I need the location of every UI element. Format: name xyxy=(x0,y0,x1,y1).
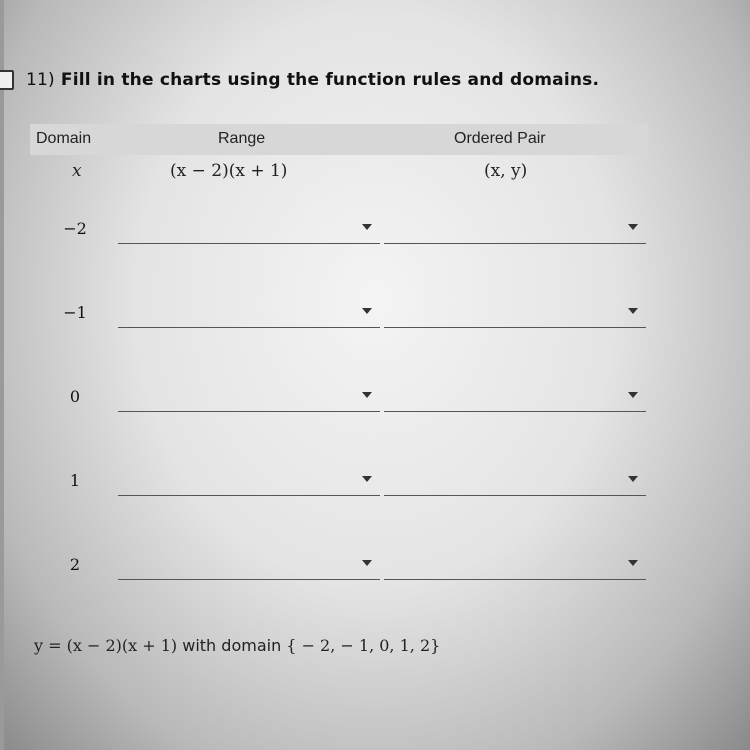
chevron-down-icon xyxy=(628,476,638,482)
ordered-pair-dropdown[interactable] xyxy=(384,469,646,496)
chevron-down-icon xyxy=(362,224,372,230)
header-range: Range xyxy=(218,130,266,147)
subheader-range-expression: (x − 2)(x + 1) xyxy=(170,161,288,181)
table-header xyxy=(30,124,648,155)
subheader-x: x xyxy=(72,161,82,181)
domain-value: −1 xyxy=(63,303,87,322)
chevron-down-icon xyxy=(362,560,372,566)
domain-value: 2 xyxy=(69,555,81,574)
function-table xyxy=(30,124,648,613)
question-number: 11) xyxy=(26,70,55,90)
checkbox-icon[interactable] xyxy=(0,70,14,90)
table-row xyxy=(30,277,648,361)
chevron-down-icon xyxy=(628,560,638,566)
range-dropdown[interactable] xyxy=(118,385,380,412)
table-row xyxy=(30,193,648,277)
summary-domain-set: { − 2, − 1, 0, 1, 2} xyxy=(286,636,441,655)
summary-equation: y = (x − 2)(x + 1) xyxy=(34,636,178,655)
table-row xyxy=(30,361,648,445)
ordered-pair-dropdown[interactable] xyxy=(384,301,646,328)
domain-value: 1 xyxy=(69,471,81,490)
summary-with-domain: with domain xyxy=(182,636,282,655)
chevron-down-icon xyxy=(362,476,372,482)
ordered-pair-dropdown[interactable] xyxy=(384,385,646,412)
ordered-pair-dropdown[interactable] xyxy=(384,217,646,244)
ordered-pair-dropdown[interactable] xyxy=(384,553,646,580)
range-dropdown[interactable] xyxy=(118,301,380,328)
domain-value: 0 xyxy=(69,387,81,406)
subheader-pair: (x, y) xyxy=(484,161,528,181)
question-title xyxy=(26,70,599,90)
question-text: Fill in the charts using the function rules and domains. xyxy=(60,70,600,90)
chevron-down-icon xyxy=(628,308,638,314)
chevron-down-icon xyxy=(628,392,638,398)
range-dropdown[interactable] xyxy=(118,469,380,496)
table-subheader xyxy=(30,155,648,193)
header-domain: Domain xyxy=(36,130,92,147)
chevron-down-icon xyxy=(628,224,638,230)
header-ordered-pair: Ordered Pair xyxy=(454,130,546,147)
function-summary xyxy=(34,636,440,655)
chevron-down-icon xyxy=(362,308,372,314)
table-row xyxy=(30,445,648,529)
range-dropdown[interactable] xyxy=(118,553,380,580)
chevron-down-icon xyxy=(362,392,372,398)
table-row xyxy=(30,529,648,613)
left-edge xyxy=(0,0,4,750)
range-dropdown[interactable] xyxy=(118,217,380,244)
domain-value: −2 xyxy=(63,219,87,238)
